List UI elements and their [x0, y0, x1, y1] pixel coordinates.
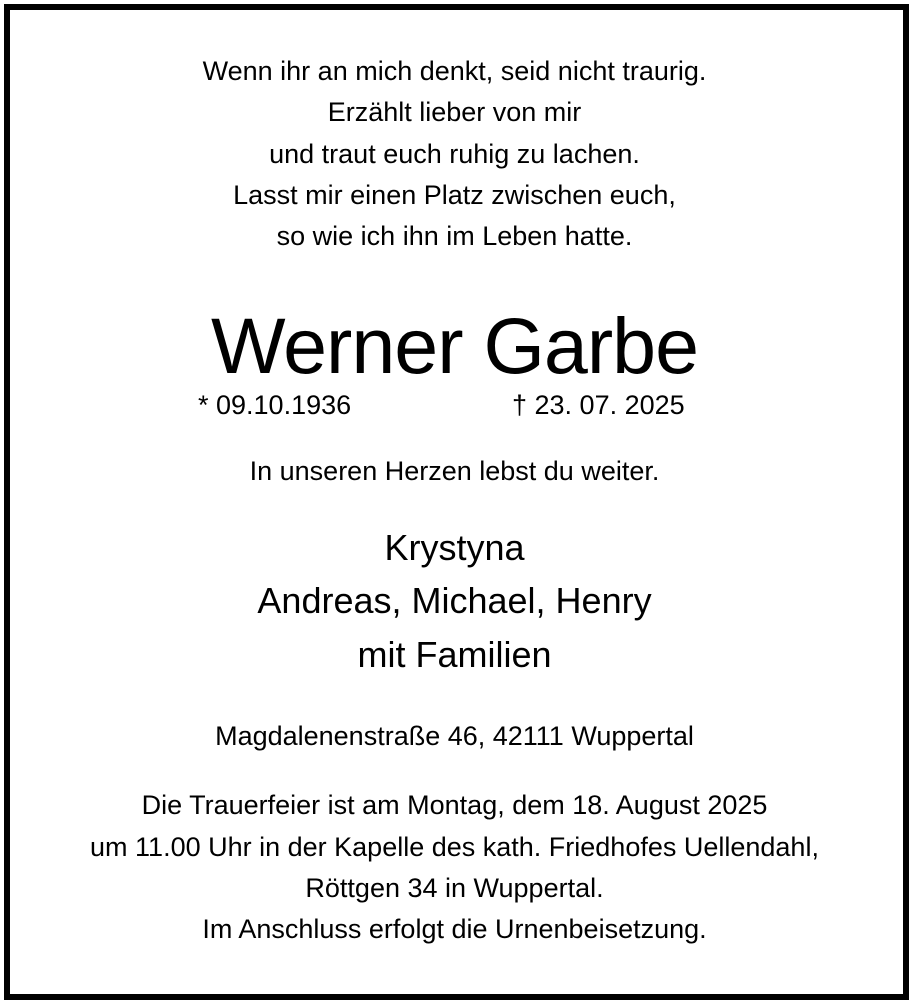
funeral-info-line: Röttgen 34 in Wuppertal.	[305, 873, 604, 903]
funeral-info-line: um 11.00 Uhr in der Kapelle des kath. Friedhofes Uellendahl,	[90, 832, 819, 862]
deceased-name: Werner Garbe	[210, 301, 699, 390]
memorial-motto: In unseren Herzen lebst du weiter.	[249, 456, 660, 486]
poem-line: so wie ich ihn im Leben hatte.	[276, 221, 633, 251]
birth-date: * 09.10.1936	[198, 390, 352, 420]
mourner-line: Krystyna	[384, 527, 525, 568]
poem-line: Wenn ihr an mich denkt, seid nicht traurig.	[202, 56, 707, 86]
poem-line: und traut euch ruhig zu lachen.	[269, 139, 640, 169]
poem-line: Erzählt lieber von mir	[327, 97, 582, 127]
funeral-info-line: Die Trauerfeier ist am Montag, dem 18. August 2025	[141, 790, 768, 820]
mourner-line: Andreas, Michael, Henry	[257, 580, 652, 621]
family-address: Magdalenenstraße 46, 42111 Wuppertal	[215, 721, 694, 751]
poem-line: Lasst mir einen Platz zwischen euch,	[233, 180, 676, 210]
mourner-line: mit Familien	[357, 634, 552, 675]
death-date: † 23. 07. 2025	[512, 390, 685, 420]
funeral-info-line: Im Anschluss erfolgt die Urnenbeisetzung.	[202, 914, 707, 944]
